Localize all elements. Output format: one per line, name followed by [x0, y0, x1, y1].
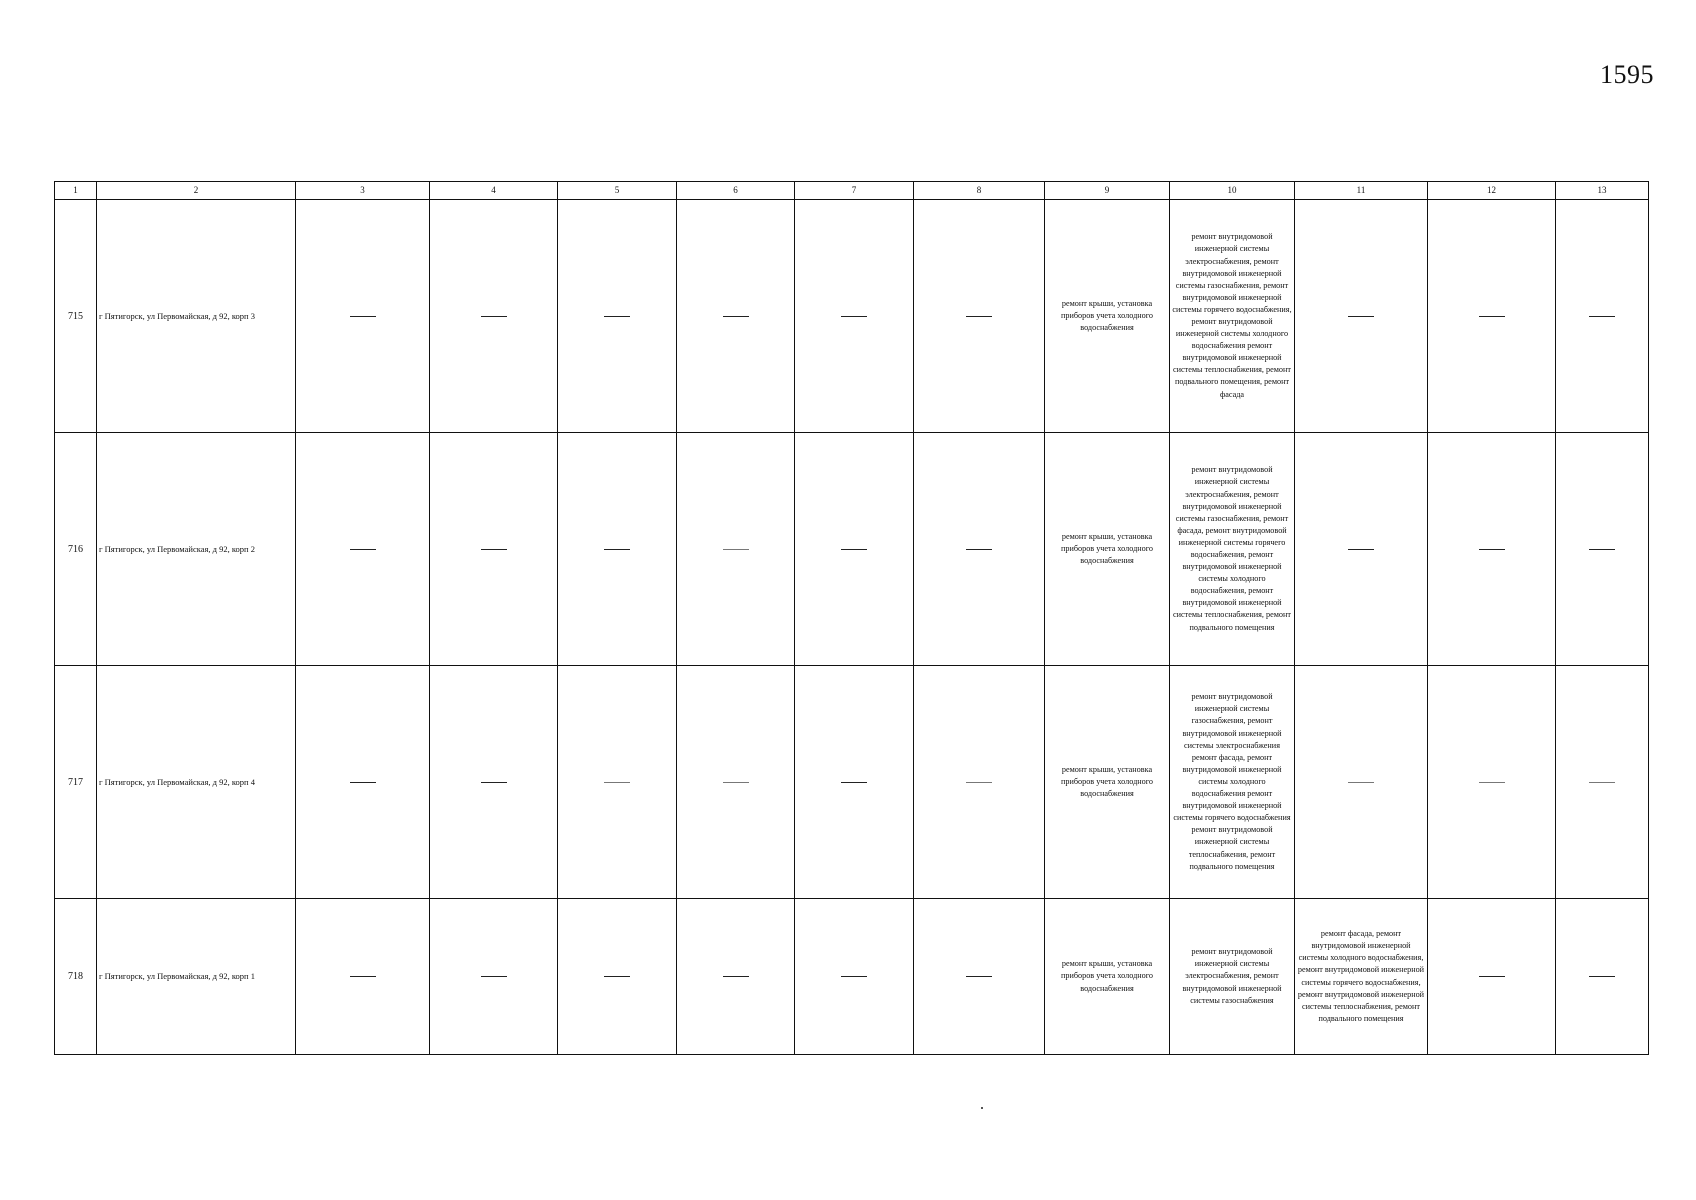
empty-cell: [1295, 666, 1428, 899]
dash-mark: [604, 976, 630, 977]
row-address: г Пятигорск, ул Первомайская, д 92, корп 3: [97, 200, 296, 433]
roof-works-cell: ремонт крыши, установка приборов учета холодного водоснабжения: [1045, 899, 1170, 1055]
dash-mark: [841, 976, 867, 977]
empty-cell: [1428, 899, 1556, 1055]
empty-cell: [430, 200, 558, 433]
empty-cell: [1295, 433, 1428, 666]
dash-mark: [350, 549, 376, 550]
dash-mark: [723, 316, 749, 317]
dash-mark: [481, 316, 507, 317]
page-number: 1595: [1600, 60, 1654, 89]
dash-mark: [1479, 316, 1505, 317]
dash-mark: [1589, 976, 1615, 977]
dash-mark: [723, 549, 749, 550]
empty-cell: [1556, 899, 1649, 1055]
row-address: г Пятигорск, ул Первомайская, д 92, корп 2: [97, 433, 296, 666]
dash-mark: [481, 782, 507, 783]
header-cell: 4: [430, 182, 558, 200]
empty-cell: [430, 899, 558, 1055]
header-cell: 5: [558, 182, 677, 200]
dash-mark: [1348, 316, 1374, 317]
roof-works-cell: ремонт крыши, установка приборов учета холодного водоснабжения: [1045, 200, 1170, 433]
empty-cell: [914, 899, 1045, 1055]
header-cell: 13: [1556, 182, 1649, 200]
empty-cell: [1428, 200, 1556, 433]
table-row: [55, 666, 1649, 899]
row-address: г Пятигорск, ул Первомайская, д 92, корп 1: [97, 899, 296, 1055]
empty-cell: [1556, 433, 1649, 666]
facade-works-cell: ремонт фасада, ремонт внутридомовой инженерной системы холодного водоснабжения, ремонт внутридомовой инженерной системы горячего водоснабжения, ремонт внутридомовой инженерной системы теплоснабжения, ремонт подвального помещения: [1295, 899, 1428, 1055]
empty-cell: [914, 666, 1045, 899]
dash-mark: [966, 316, 992, 317]
dash-mark: [1589, 316, 1615, 317]
dash-mark: [350, 316, 376, 317]
empty-cell: [677, 200, 795, 433]
dash-mark: [723, 782, 749, 783]
dash-mark: [350, 782, 376, 783]
dash-mark: [1348, 782, 1374, 783]
empty-cell: [1556, 200, 1649, 433]
row-number: 718: [55, 899, 97, 1055]
empty-cell: [296, 899, 430, 1055]
header-cell: 3: [296, 182, 430, 200]
dash-mark: [966, 549, 992, 550]
scan-speck: [981, 1107, 983, 1109]
header-cell: 6: [677, 182, 795, 200]
empty-cell: [558, 666, 677, 899]
header-row: [55, 182, 1649, 200]
header-cell: 8: [914, 182, 1045, 200]
dash-mark: [604, 316, 630, 317]
table-row: [55, 200, 1649, 433]
empty-cell: [296, 200, 430, 433]
empty-cell: [677, 899, 795, 1055]
empty-cell: [1556, 666, 1649, 899]
dash-mark: [350, 976, 376, 977]
row-number: 717: [55, 666, 97, 899]
dash-mark: [1479, 549, 1505, 550]
dash-mark: [1348, 549, 1374, 550]
empty-cell: [795, 433, 914, 666]
systems-works-cell: ремонт внутридомовой инженерной системы газоснабжения, ремонт внутридомовой инженерной системы электроснабжения ремонт фасада, ремонт внутридомовой инженерной системы холодного водоснабжения ремонт внутридомовой инженерной системы горячего водоснабжения ремонт внутридомовой инженерной системы теплоснабжения, ремонт подвального помещения: [1170, 666, 1295, 899]
empty-cell: [558, 899, 677, 1055]
dash-mark: [481, 976, 507, 977]
empty-cell: [296, 666, 430, 899]
table-row: [55, 433, 1649, 666]
table-row: [55, 899, 1649, 1055]
dash-mark: [1589, 782, 1615, 783]
dash-mark: [723, 976, 749, 977]
systems-works-cell: ремонт внутридомовой инженерной системы электроснабжения, ремонт внутридомовой инженерной системы газоснабжения, ремонт фасада, ремонт внутридомовой инженерной системы горячего водоснабжения, ремонт внутридомовой инженерной системы холодного водоснабжения, ремонт внутридомовой инженерной системы теплоснабжения, ремонт подвального помещения: [1170, 433, 1295, 666]
row-number: 716: [55, 433, 97, 666]
empty-cell: [1428, 433, 1556, 666]
dash-mark: [604, 782, 630, 783]
dash-mark: [841, 549, 867, 550]
systems-works-cell: ремонт внутридомовой инженерной системы электроснабжения, ремонт внутридомовой инженерной системы газоснабжения, ремонт внутридомовой инженерной системы горячего водоснабжения, ремонт внутридомовой инженерной системы холодного водоснабжения ремонт внутридомовой инженерной системы теплоснабжения, ремонт подвального помещения, ремонт фасада: [1170, 200, 1295, 433]
empty-cell: [795, 666, 914, 899]
header-cell: 1: [55, 182, 97, 200]
empty-cell: [558, 200, 677, 433]
empty-cell: [677, 666, 795, 899]
dash-mark: [481, 549, 507, 550]
dash-mark: [1589, 549, 1615, 550]
empty-cell: [430, 666, 558, 899]
empty-cell: [296, 433, 430, 666]
header-cell: 10: [1170, 182, 1295, 200]
empty-cell: [914, 200, 1045, 433]
header-cell: 7: [795, 182, 914, 200]
empty-cell: [795, 200, 914, 433]
capital-repair-table: [54, 181, 1649, 1055]
empty-cell: [1295, 200, 1428, 433]
row-address: г Пятигорск, ул Первомайская, д 92, корп 4: [97, 666, 296, 899]
empty-cell: [1428, 666, 1556, 899]
row-number: 715: [55, 200, 97, 433]
roof-works-cell: ремонт крыши, установка приборов учета холодного водоснабжения: [1045, 666, 1170, 899]
dash-mark: [966, 976, 992, 977]
dash-mark: [966, 782, 992, 783]
dash-mark: [841, 316, 867, 317]
header-cell: 9: [1045, 182, 1170, 200]
empty-cell: [677, 433, 795, 666]
dash-mark: [1479, 782, 1505, 783]
roof-works-cell: ремонт крыши, установка приборов учета холодного водоснабжения: [1045, 433, 1170, 666]
dash-mark: [604, 549, 630, 550]
empty-cell: [430, 433, 558, 666]
empty-cell: [795, 899, 914, 1055]
systems-works-cell: ремонт внутридомовой инженерной системы электроснабжения, ремонт внутридомовой инженерной системы газоснабжения: [1170, 899, 1295, 1055]
header-cell: 11: [1295, 182, 1428, 200]
dash-mark: [841, 782, 867, 783]
header-cell: 2: [97, 182, 296, 200]
header-cell: 12: [1428, 182, 1556, 200]
dash-mark: [1479, 976, 1505, 977]
empty-cell: [914, 433, 1045, 666]
empty-cell: [558, 433, 677, 666]
